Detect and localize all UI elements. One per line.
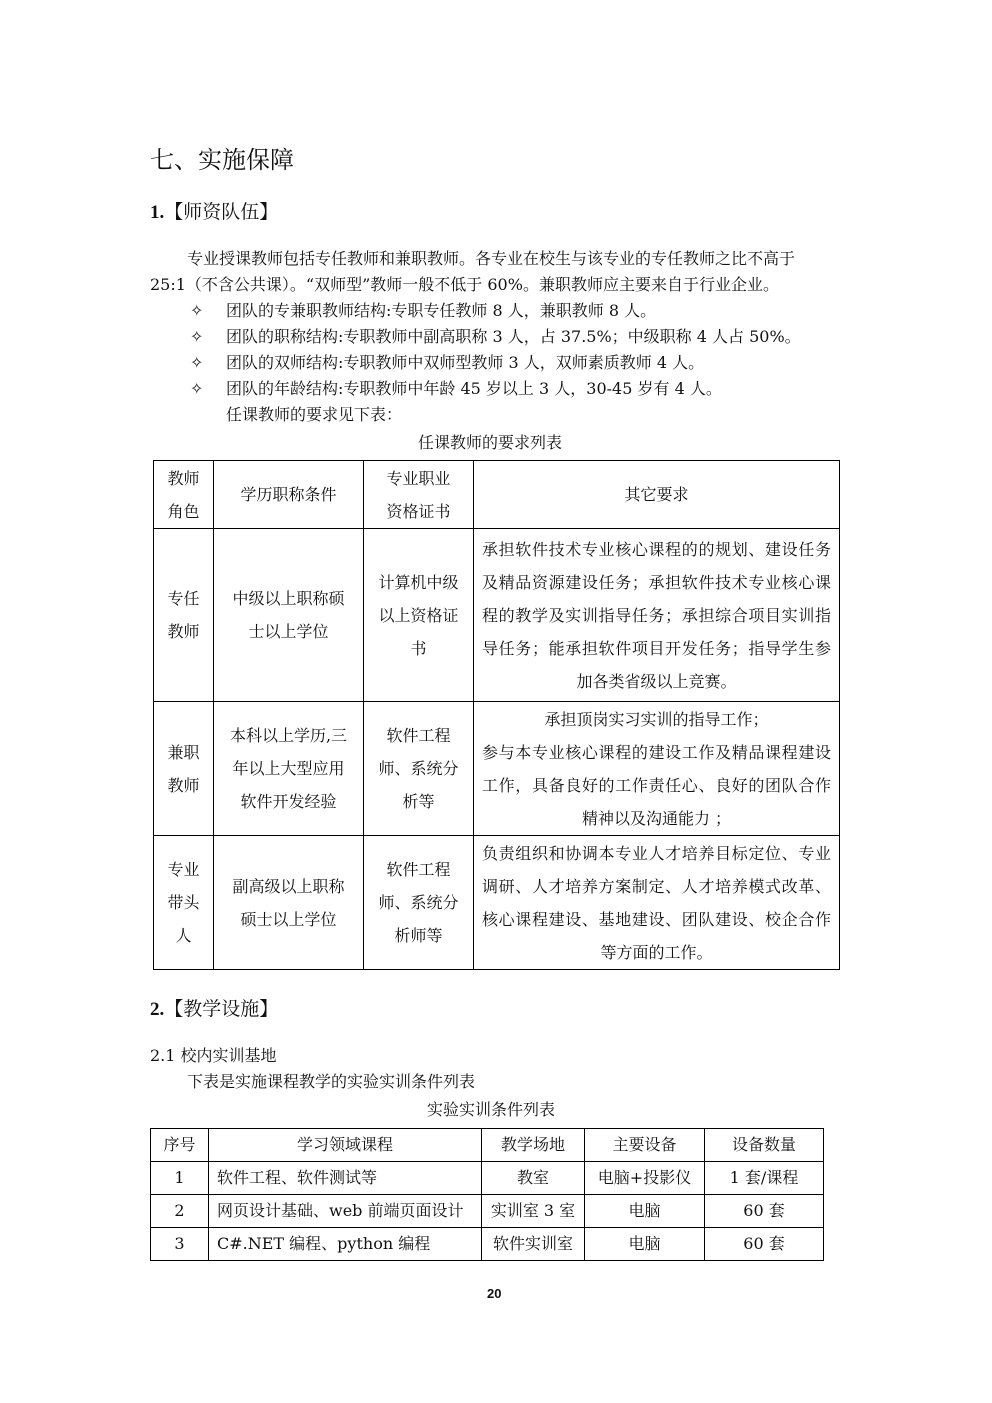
header-cell: 主要设备 <box>585 1129 705 1162</box>
education-cell: 本科以上学历,三 年以上大型应用 软件开发经验 <box>214 702 364 836</box>
table-row <box>151 1195 824 1228</box>
bullet-text: 团队的职称结构:专职教师中副高职称 3 人，占 37.5%；中级职称 4 人占 50%。 <box>226 327 801 346</box>
education-cell: 中级以上职称硕 士以上学位 <box>214 529 364 702</box>
table-row <box>154 529 840 702</box>
intro-line-2: 25:1（不含公共课）。“双师型”教师一般不低于 60%。兼职教师应主要来自于行业企业。 <box>150 275 779 294</box>
chapter-title: 七、实施保障 <box>150 146 294 174</box>
table-cell: C#.NET 编程、python 编程 <box>209 1228 482 1261</box>
subsection-title: 2.1 校内实训基地 <box>150 1046 277 1065</box>
bullet-item <box>190 350 704 376</box>
education-cell: 副高级以上职称 硕士以上学位 <box>214 836 364 970</box>
bullet-mark-icon: ✧ <box>190 379 204 398</box>
header-cell: 序号 <box>151 1129 209 1162</box>
other-requirements-cell: 承担顶岗实习实训的指导工作； 参与本专业核心课程的建设工作及精品课程建设工作，具备良好的工作责任心、良好的团队合作精神以及沟通能力 ； <box>474 702 840 836</box>
bullet-mark-icon: ✧ <box>190 301 204 320</box>
bullet-mark-icon: ✧ <box>190 327 204 346</box>
role-cell: 专任 教师 <box>154 529 214 702</box>
table-row <box>151 1228 824 1261</box>
table-cell: 实训室 3 室 <box>482 1195 585 1228</box>
role-cell: 专业 带头 人 <box>154 836 214 970</box>
table-cell: 教室 <box>482 1162 585 1195</box>
teacher-table-caption: 任课教师的要求列表 <box>418 433 563 452</box>
other-requirements-cell: 承担软件技术专业核心课程的的规划、建设任务及精品资源建设任务；承担软件技术专业核心课程的教学及实训指导任务；承担综合项目实训指导任务；能承担软件项目开发任务；指导学生参加各类省级以上竞赛。 <box>474 529 840 702</box>
table-intro: 任课教师的要求见下表： <box>226 405 403 424</box>
header-cell: 设备数量 <box>705 1129 824 1162</box>
facility-intro: 下表是实施课程教学的实验实训条件列表 <box>187 1072 476 1091</box>
table-cell: 60 套 <box>705 1228 824 1261</box>
table-cell: 1 套/课程 <box>705 1162 824 1195</box>
section-1-title: 【师资队伍】 <box>164 201 279 223</box>
facility-table-caption: 实验实训条件列表 <box>427 1100 556 1119</box>
table-row <box>151 1162 824 1195</box>
certificate-cell: 软件工程 师、系统分 析师等 <box>364 836 474 970</box>
page-number: 20 <box>487 1286 502 1301</box>
role-cell: 兼职 教师 <box>154 702 214 836</box>
table-header-row <box>154 461 840 529</box>
table-cell: 60 套 <box>705 1195 824 1228</box>
section-2-number: 2. <box>150 999 165 1020</box>
header-cell: 其它要求 <box>474 461 840 529</box>
table-cell: 软件工程、软件测试等 <box>209 1162 482 1195</box>
bullet-item <box>190 376 722 402</box>
facility-table <box>150 1128 824 1261</box>
bullet-text: 团队的双师结构:专职教师中双师型教师 3 人，双师素质教师 4 人。 <box>226 353 705 372</box>
header-cell: 学习领域课程 <box>209 1129 482 1162</box>
bullet-item <box>190 298 656 324</box>
header-cell: 专业职业 资格证书 <box>364 461 474 529</box>
table-header-row <box>151 1129 824 1162</box>
certificate-cell: 计算机中级 以上资格证 书 <box>364 529 474 702</box>
intro-line-1: 专业授课教师包括专任教师和兼职教师。各专业在校生与该专业的专任教师之比不高于 <box>187 249 796 268</box>
bullet-mark-icon: ✧ <box>190 353 204 372</box>
table-cell: 软件实训室 <box>482 1228 585 1261</box>
section-1-heading <box>150 197 278 224</box>
teacher-requirements-table <box>153 460 840 970</box>
bullet-text: 团队的专兼职教师结构:专职专任教师 8 人，兼职教师 8 人。 <box>226 301 657 320</box>
header-cell: 教学场地 <box>482 1129 585 1162</box>
table-row <box>154 836 840 970</box>
table-cell: 电脑+投影仪 <box>585 1162 705 1195</box>
section-2-heading <box>150 994 278 1021</box>
table-cell: 电脑 <box>585 1195 705 1228</box>
bullet-item <box>190 324 801 350</box>
table-cell: 电脑 <box>585 1228 705 1261</box>
table-cell: 3 <box>151 1228 209 1261</box>
section-1-number: 1. <box>150 202 165 223</box>
table-cell: 2 <box>151 1195 209 1228</box>
table-cell: 1 <box>151 1162 209 1195</box>
other-requirements-cell: 负责组织和协调本专业人才培养目标定位、专业调研、人才培养方案制定、人才培养模式改革、核心课程建设、基地建设、团队建设、校企合作等方面的工作。 <box>474 836 840 970</box>
header-cell: 教师 角色 <box>154 461 214 529</box>
certificate-cell: 软件工程 师、系统分 析等 <box>364 702 474 836</box>
table-row <box>154 702 840 836</box>
bullet-text: 团队的年龄结构:专职教师中年龄 45 岁以上 3 人，30-45 岁有 4 人。 <box>226 379 722 398</box>
table-cell: 网页设计基础、web 前端页面设计 <box>209 1195 482 1228</box>
header-cell: 学历职称条件 <box>214 461 364 529</box>
section-2-title: 【教学设施】 <box>164 998 279 1020</box>
